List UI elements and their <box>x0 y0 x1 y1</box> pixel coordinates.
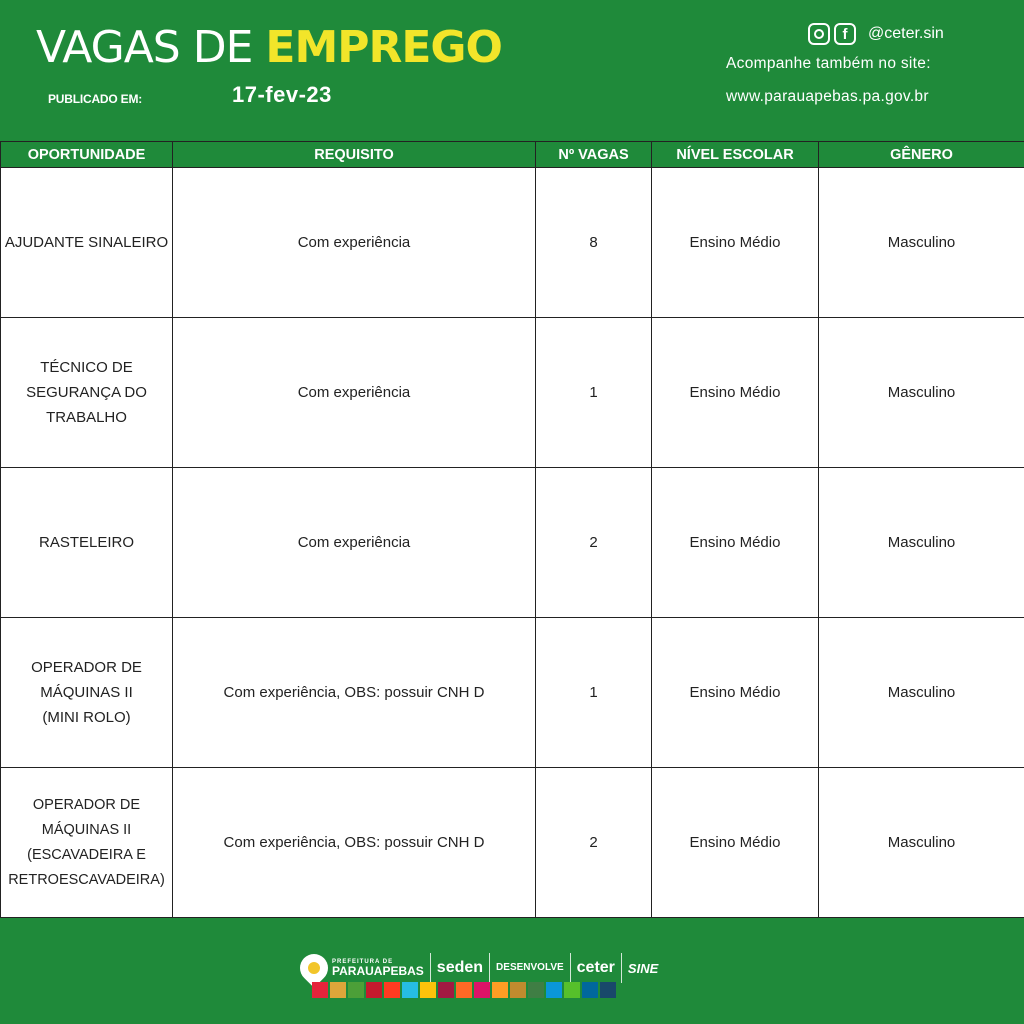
cell-vagas: 2 <box>536 468 652 618</box>
facebook-icon[interactable]: f <box>834 23 856 45</box>
prefeitura-logo <box>300 954 424 982</box>
social-handle[interactable]: @ceter.sin <box>868 25 944 42</box>
cell-genero: Masculino <box>819 468 1024 618</box>
logo-divider <box>621 953 622 983</box>
cell-nivel: Ensino Médio <box>652 768 819 918</box>
site-url[interactable]: www.parauapebas.pa.gov.br <box>726 88 929 105</box>
table-row <box>1 768 1024 918</box>
header-banner <box>0 0 1024 141</box>
ods-goal-icon <box>366 982 382 998</box>
table-row <box>1 318 1024 468</box>
ods-icons-row <box>312 982 616 1000</box>
cell-requisito: Com experiência <box>173 168 536 318</box>
ods-goal-icon <box>438 982 454 998</box>
ods-goal-icon <box>456 982 472 998</box>
cell-vagas: 2 <box>536 768 652 918</box>
published-date: 17-fev-23 <box>232 82 332 107</box>
ods-goal-icon <box>474 982 490 998</box>
social-links <box>808 21 944 47</box>
column-header-oportunidade: OPORTUNIDADE <box>1 142 173 168</box>
instagram-icon[interactable] <box>808 23 830 45</box>
prefeitura-logo-top: PREFEITURA DE <box>332 959 394 965</box>
cell-requisito: Com experiência, OBS: possuir CNH D <box>173 618 536 768</box>
published-label: PUBLICADO EM: <box>48 92 143 106</box>
logo-divider <box>430 953 431 983</box>
desenvolve-logo: DESENVOLVE <box>496 962 564 973</box>
title-part-emprego: EMPREGO <box>265 22 502 73</box>
cell-oportunidade: TÉCNICO DE SEGURANÇA DO TRABALHO <box>1 318 173 468</box>
ods-goal-icon <box>312 982 328 998</box>
ods-goal-icon <box>528 982 544 998</box>
cell-oportunidade: RASTELEIRO <box>1 468 173 618</box>
cell-oportunidade: OPERADOR DE MÁQUINAS II (MINI ROLO) <box>1 618 173 768</box>
prefeitura-logo-name: PARAUAPEBAS <box>332 964 424 978</box>
cell-nivel: Ensino Médio <box>652 618 819 768</box>
column-header-vagas: Nº VAGAS <box>536 142 652 168</box>
cell-nivel: Ensino Médio <box>652 168 819 318</box>
page-title <box>36 22 502 74</box>
ods-goal-icon <box>492 982 508 998</box>
jobs-table <box>0 141 1024 918</box>
cell-genero: Masculino <box>819 618 1024 768</box>
cell-genero: Masculino <box>819 318 1024 468</box>
site-label: Acompanhe também no site: <box>726 55 931 72</box>
cell-genero: Masculino <box>819 768 1024 918</box>
cell-oportunidade: AJUDANTE SINALEIRO <box>1 168 173 318</box>
ods-goal-icon <box>402 982 418 998</box>
column-header-genero: GÊNERO <box>819 142 1024 168</box>
cell-vagas: 1 <box>536 618 652 768</box>
ods-goal-icon <box>420 982 436 998</box>
cell-requisito: Com experiência <box>173 468 536 618</box>
ods-goal-icon <box>582 982 598 998</box>
logo-divider <box>489 953 490 983</box>
logo-divider <box>570 953 571 983</box>
column-header-requisito: REQUISITO <box>173 142 536 168</box>
table-row <box>1 468 1024 618</box>
ods-goal-icon <box>564 982 580 998</box>
footer-banner <box>0 918 1024 1024</box>
cell-oportunidade: OPERADOR DE MÁQUINAS II (ESCAVADEIRA E RETROESCAVADEIRA) <box>1 768 173 918</box>
ods-goal-icon <box>384 982 400 998</box>
title-part-vagas: VAGAS DE <box>36 22 266 73</box>
cell-nivel: Ensino Médio <box>652 318 819 468</box>
sine-logo: SINE <box>627 960 659 976</box>
ods-goal-icon <box>348 982 364 998</box>
table-row <box>1 168 1024 318</box>
ods-goal-icon <box>600 982 616 998</box>
table-header-row <box>1 142 1024 168</box>
ceter-logo: ceter <box>576 959 615 976</box>
cell-requisito: Com experiência <box>173 318 536 468</box>
column-header-nivel-escolar: NÍVEL ESCOLAR <box>652 142 819 168</box>
seden-logo: seden <box>436 959 484 976</box>
ods-goal-icon <box>546 982 562 998</box>
cell-nivel: Ensino Médio <box>652 468 819 618</box>
table-row <box>1 618 1024 768</box>
cell-vagas: 1 <box>536 318 652 468</box>
cell-vagas: 8 <box>536 168 652 318</box>
cell-genero: Masculino <box>819 168 1024 318</box>
cell-requisito: Com experiência, OBS: possuir CNH D <box>173 768 536 918</box>
ods-goal-icon <box>330 982 346 998</box>
ods-goal-icon <box>510 982 526 998</box>
